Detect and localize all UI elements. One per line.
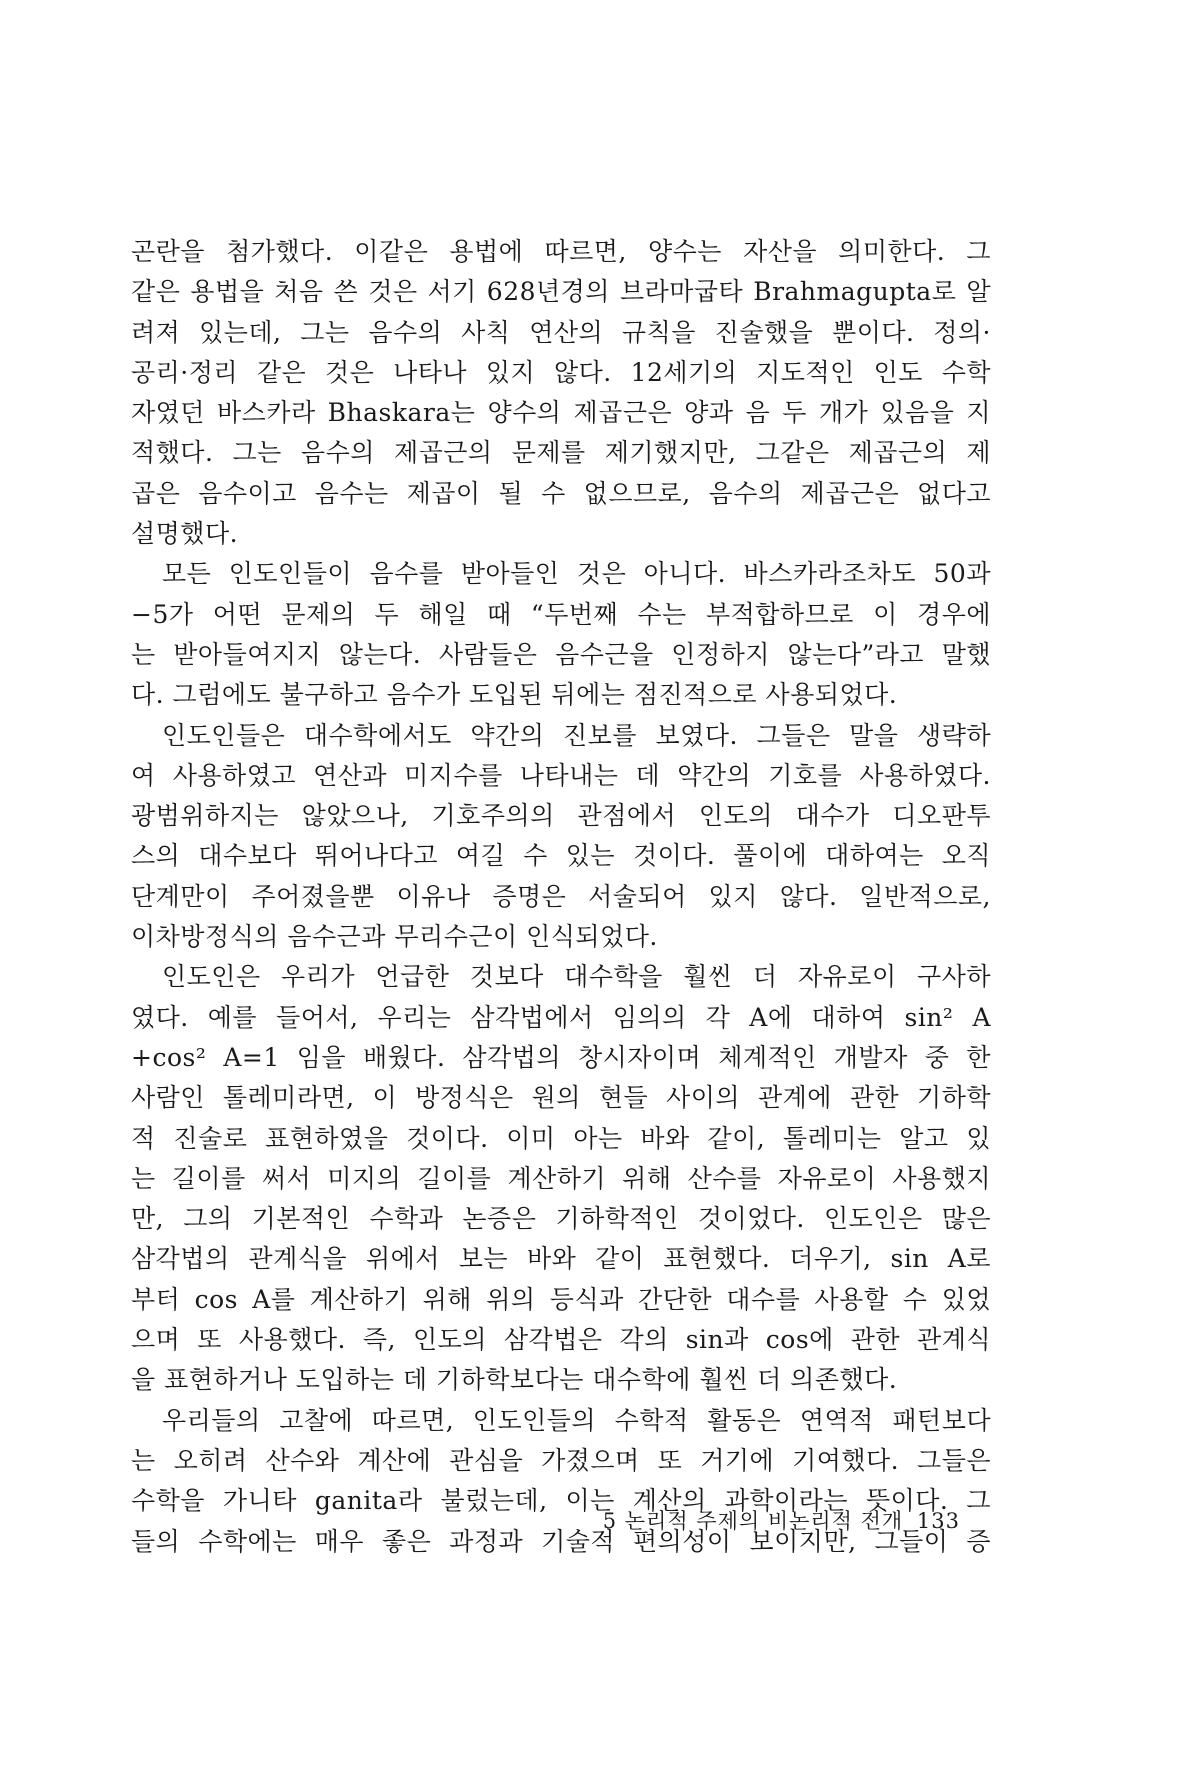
text-line: 인도인들은 대수학에서도 약간의 진보를 보였다. 그들은 말을 생략하 bbox=[162, 720, 991, 750]
text-line: 같은 용법을 처음 쓴 것은 서기 628년경의 브라마굽타 Brahmagupta로 알 bbox=[131, 277, 991, 307]
text-line: 자였던 바스카라 Bhaskara는 양수의 제곱근은 양과 음 두 개가 있음을 지 bbox=[131, 398, 991, 428]
text-line: 으며 또 사용했다. 즉, 인도의 삼각법은 각의 sin과 cos에 관한 관계식 bbox=[131, 1325, 991, 1355]
text-line: 려져 있는데, 그는 음수의 사칙 연산의 규칙을 진술했을 뿐이다. 정의· bbox=[131, 317, 991, 347]
text-line: +cos² A=1 임을 배웠다. 삼각법의 창시자이며 체계적인 개발자 중 한 bbox=[131, 1042, 991, 1072]
text-line: 만, 그의 기본적인 수학과 논증은 기하학적인 것이었다. 인도인은 많은 bbox=[131, 1204, 991, 1234]
text-line: 다. 그럼에도 불구하고 음수가 도입된 뒤에는 점진적으로 사용되었다. bbox=[131, 680, 898, 710]
text-line: 는 오히려 산수와 계산에 관심을 가졌으며 또 거기에 기여했다. 그들은 bbox=[131, 1445, 991, 1475]
text-line: 곤란을 첨가했다. 이같은 용법에 따르면, 양수는 자산을 의미한다. 그 bbox=[131, 237, 991, 266]
text-line: 인도인은 우리가 언급한 것보다 대수학을 훨씬 더 자유로이 구사하 bbox=[162, 962, 991, 992]
text-line: 공리·정리 같은 것은 나타나 있지 않다. 12세기의 지도적인 인도 수학 bbox=[131, 357, 991, 387]
text-line: 단계만이 주어졌을뿐 이유나 증명은 서술되어 있지 않다. 일반적으로, bbox=[131, 881, 991, 911]
text-line: 모든 인도인들이 음수를 받아들인 것은 아니다. 바스카라조차도 50과 bbox=[162, 559, 991, 589]
text-line: 사람인 톨레미라면, 이 방정식은 원의 현들 사이의 관계에 관한 기하학 bbox=[131, 1083, 991, 1113]
running-title: 5 논리적 주제의 비논리적 전개 bbox=[602, 1509, 904, 1533]
text-line: 을 표현하거나 도입하는 데 기하학보다는 대수학에 훨씬 더 의존했다. bbox=[131, 1365, 898, 1395]
text-line: 적 진술로 표현하였을 것이다. 이미 아는 바와 같이, 톨레미는 알고 있 bbox=[131, 1123, 991, 1153]
text-line: 는 길이를 써서 미지의 길이를 계산하기 위해 산수를 자유로이 사용했지 bbox=[131, 1163, 991, 1193]
text-line: 이차방정식의 음수근과 무리수근이 인식되었다. bbox=[131, 922, 658, 952]
text-line: 우리들의 고찰에 따르면, 인도인들의 수학적 활동은 연역적 패턴보다 bbox=[162, 1405, 991, 1435]
text-line: 광범위하지는 않았으나, 기호주의의 관점에서 인도의 대수가 디오판투 bbox=[131, 801, 991, 831]
page-number: 133 bbox=[916, 1509, 960, 1533]
text-line: 였다. 예를 들어서, 우리는 삼각법에서 임의의 각 A에 대하여 sin² A bbox=[131, 1002, 991, 1032]
text-line: 여 사용하였고 연산과 미지수를 나타내는 데 약간의 기호를 사용하였다. bbox=[131, 760, 991, 790]
text-line: 부터 cos A를 계산하기 위해 위의 등식과 간단한 대수를 사용할 수 있었 bbox=[131, 1284, 991, 1314]
text-line: 는 받아들여지지 않는다. 사람들은 음수근을 인정하지 않는다”라고 말했 bbox=[131, 639, 991, 669]
text-line: 삼각법의 관계식을 위에서 보는 바와 같이 표현했다. 더우기, sin A로 bbox=[131, 1244, 991, 1274]
text-line: 설명했다. bbox=[131, 519, 239, 549]
text-line: 수학을 가니타 ganita라 불렀는데, 이는 계산의 과학이라는 뜻이다. 그 bbox=[131, 1486, 991, 1516]
text-line: 들의 수학에는 매우 좋은 과정과 기술적 편의성이 보이지만, 그들이 증 bbox=[131, 1526, 991, 1556]
text-line: 곱은 음수이고 음수는 제곱이 될 수 없으므로, 음수의 제곱근은 없다고 bbox=[131, 478, 991, 508]
text-line: −5가 어떤 문제의 두 해일 때 “두번째 수는 부적합하므로 이 경우에 bbox=[131, 599, 991, 629]
page-footer bbox=[560, 1505, 960, 1535]
text-line: 적했다. 그는 음수의 제곱근의 문제를 제기했지만, 그같은 제곱근의 제 bbox=[131, 438, 991, 468]
body-text bbox=[131, 232, 991, 1562]
text-line: 스의 대수보다 뛰어나다고 여길 수 있는 것이다. 풀이에 대하여는 오직 bbox=[131, 841, 991, 871]
